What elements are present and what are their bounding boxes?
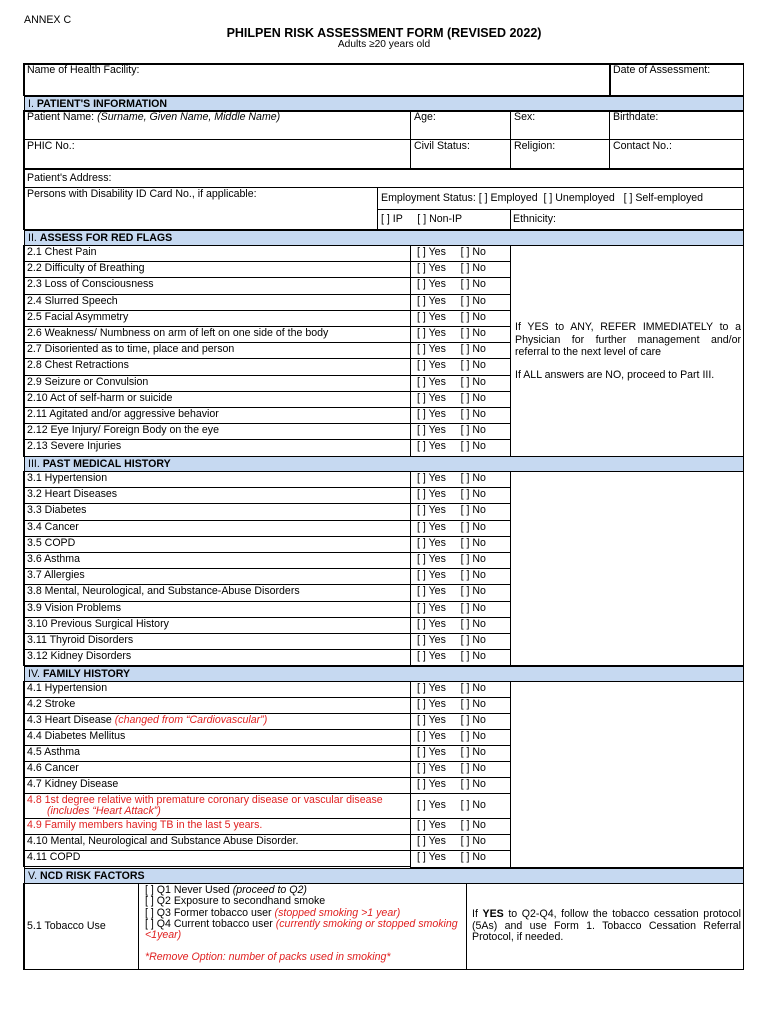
family-history-yes-no[interactable] [410,818,511,835]
past-history-yes-no[interactable] [410,633,511,650]
family-stroke [23,697,411,714]
red-flag-item [23,245,411,262]
past-history-item [23,520,411,537]
tobacco-q4[interactable] [145,919,463,942]
yes-no-options: [ ] Yes [ ] No [417,601,486,614]
past-history-item [23,536,411,553]
yes-no-options: [ ] Yes [ ] No [417,819,486,831]
past-history-item [23,633,411,650]
red-flag-item [23,407,411,424]
past-history-yes-no[interactable] [410,617,511,634]
form-subtitle: Adults ≥20 years old [337,39,431,50]
option-label: [ ] Q1 Never Used [145,884,230,896]
section-title: PAST MEDICAL HISTORY [42,458,171,470]
yes-no-options: [ ] Yes [ ] No [417,835,486,847]
yes-no-options: [ ] Yes [ ] No [417,327,486,339]
item-label: 3.5 COPD [27,536,76,549]
item-label: 2.2 Difficulty of Breathing [27,262,145,275]
past-history-yes-no[interactable] [410,601,511,618]
family-diabetes [23,729,411,746]
tobacco-options [138,883,467,970]
family-tb [23,818,411,835]
option-label: [ ] Q2 Exposure to secondhand smoke [145,895,326,908]
yes-no-options: [ ] Yes [ ] No [417,359,486,372]
phic-field[interactable] [23,139,411,169]
past-history-item [23,503,411,520]
red-flag-item [23,375,411,392]
past-history-item [23,584,411,601]
religion-label: Religion: [514,140,556,152]
ethnicity-label: Ethnicity: [513,213,556,225]
red-flags-note-proceed: If ALL answers are NO, proceed to Part III. [515,369,715,381]
advice-text: If [472,908,478,920]
section-number: V. [28,870,38,882]
family-copd [23,850,411,867]
item-label: 3.1 Hypertension [27,472,108,484]
advice-text: to Q2-Q4, follow the tobacco cessation protocol (5As) and use Form 1. Tobacco Cessation Referral Protocol, if needed. [472,908,741,943]
red-flag-yes-no[interactable] [410,277,511,294]
item-label: 4.8 1st degree relative with premature coronary disease or vascular disease [27,794,383,806]
yes-no-options: [ ] Yes [ ] No [417,714,486,726]
section-title: FAMILY HISTORY [42,668,131,680]
item-label: 3.7 Allergies [27,569,85,582]
address-label: Patient's Address: [27,172,112,184]
family-asthma [23,745,411,762]
section-number: II. [28,232,37,244]
family-heart-disease [23,713,411,730]
civil-status-label: Civil Status: [414,140,470,152]
address-field[interactable] [23,169,744,188]
item-label: 3.12 Kidney Disorders [27,650,132,663]
item-label: 4.1 Hypertension [27,682,108,694]
yes-no-options: [ ] Yes [ ] No [417,569,486,582]
past-history-yes-no[interactable] [410,503,511,520]
item-label: 2.6 Weakness/ Numbness on arm of left on one side of the body [27,327,329,339]
patient-name-label: Patient Name: [27,111,95,123]
past-history-yes-no[interactable] [410,649,511,666]
yes-no-options: [ ] Yes [ ] No [417,391,486,404]
item-label: 2.1 Chest Pain [27,246,97,258]
patient-name-hint: (Surname, Given Name, Middle Name) [97,111,281,123]
date-label: Date of Assessment: [613,64,711,76]
item-label: 4.5 Asthma [27,746,80,758]
past-history-yes-no[interactable] [410,487,511,504]
yes-no-options: [ ] Yes [ ] No [417,424,486,437]
red-flag-item [23,326,411,343]
past-history-item [23,617,411,634]
yes-no-options: [ ] Yes [ ] No [417,730,486,742]
red-flag-yes-no[interactable] [410,245,511,262]
family-kidney [23,777,411,794]
yes-no-options: [ ] Yes [ ] No [417,310,486,323]
past-history-yes-no[interactable] [410,536,511,553]
red-flag-item [23,391,411,408]
employment-field[interactable] [377,187,744,210]
family-history-yes-no[interactable] [410,761,511,778]
past-history-yes-no[interactable] [410,471,511,488]
civil-status-field[interactable] [410,139,511,169]
yes-no-options: [ ] Yes [ ] No [417,520,486,533]
option-label: [ ] Q4 Current tobacco user [145,917,273,930]
red-flag-item [23,310,411,327]
yes-no-options: [ ] Yes [ ] No [417,536,486,549]
past-history-item [23,568,411,585]
section-family-history [24,666,744,682]
red-flag-yes-no[interactable] [410,294,511,311]
yes-no-options: [ ] Yes [ ] No [417,778,486,790]
section-red-flags [24,230,744,246]
item-label: 4.6 Cancer [27,762,79,774]
past-history-item [23,552,411,569]
yes-no-options: [ ] Yes [ ] No [417,278,486,291]
red-flag-item [23,439,411,456]
option-label: [ ] Q3 Former tobacco user [145,906,272,919]
section-number: III. [28,458,40,470]
family-hypertension [23,681,411,698]
item-label: 3.2 Heart Diseases [27,488,118,501]
yes-no-options: [ ] Yes [ ] No [417,851,486,863]
item-label: 4.3 Heart Disease [27,714,112,726]
item-label: 2.7 Disoriented as to time, place and person [27,343,235,356]
contact-label: Contact No.: [613,140,672,152]
yes-no-options: [ ] Yes [ ] No [417,746,486,758]
yes-no-options: [ ] Yes [ ] No [417,617,486,630]
age-field[interactable] [410,110,511,140]
yes-no-options: [ ] Yes [ ] No [417,343,486,356]
tobacco-advice [472,909,741,944]
past-history-yes-no[interactable] [410,568,511,585]
yes-no-options: [ ] Yes [ ] No [417,408,486,420]
patient-name-field[interactable] [23,110,411,140]
yes-no-options: [ ] Yes [ ] No [417,472,486,484]
phic-label: PHIC No.: [27,140,75,152]
past-history-item [23,601,411,618]
family-history-yes-no[interactable] [410,850,511,868]
family-coronary [23,793,411,819]
past-history-item [23,487,411,504]
red-flag-yes-no[interactable] [410,439,511,456]
item-label: 3.10 Previous Surgical History [27,617,169,630]
item-note: (includes “Heart Attack”) [47,805,161,817]
item-label: 4.11 COPD [27,851,81,863]
family-cancer [23,761,411,778]
family-history-yes-no[interactable] [410,745,511,762]
contact-field[interactable] [609,139,744,169]
religion-field[interactable] [510,139,610,169]
past-history-blank [510,471,744,666]
family-history-yes-no[interactable] [410,729,511,746]
family-history-yes-no[interactable] [410,697,511,714]
red-flag-yes-no[interactable] [410,423,511,440]
item-label: 3.3 Diabetes [27,504,87,517]
past-history-item [23,649,411,666]
red-flag-item [23,358,411,375]
item-label: 2.12 Eye Injury/ Foreign Body on the eye [27,424,219,437]
yes-no-options: [ ] Yes [ ] No [417,294,486,307]
red-flag-item [23,261,411,278]
red-flag-item [23,277,411,294]
item-label: 4.9 Family members having TB in the last 5 years. [27,819,263,831]
yes-no-options: [ ] Yes [ ] No [417,634,486,646]
employment-options: Employment Status: [ ] Employed [ ] Unemployed [ ] Self-employed [381,192,704,204]
yes-no-options: [ ] Yes [ ] No [417,585,486,598]
yes-no-options: [ ] Yes [ ] No [417,650,486,663]
birthdate-label: Birthdate: [613,111,659,123]
form-title: PHILPEN RISK ASSESSMENT FORM (REVISED 2022) [226,26,542,40]
item-label: 3.11 Thyroid Disorders [27,634,134,646]
item-label: 3.4 Cancer [27,520,79,533]
section-ncd-risk-factors [24,868,744,884]
red-flag-yes-no[interactable] [410,407,511,424]
section-number: IV. [28,668,40,680]
remove-option-note: *Remove Option: number of packs used in smoking* [145,951,391,964]
red-flag-yes-no[interactable] [410,358,511,375]
birthdate-field[interactable] [609,110,744,140]
red-flag-item [23,294,411,311]
item-label: 2.4 Slurred Speech [27,294,118,307]
yes-no-options: [ ] Yes [ ] No [417,698,486,710]
past-history-yes-no[interactable] [410,520,511,537]
option-note: (currently smoking or stopped smoking <1year) [145,917,458,942]
item-label: 3.9 Vision Problems [27,601,122,614]
family-history-yes-no[interactable] [410,793,511,819]
section-title: ASSESS FOR RED FLAGS [39,232,173,244]
item-label: 2.11 Agitated and/or aggressive behavior [27,408,219,420]
yes-no-options: [ ] Yes [ ] No [417,762,486,774]
pwd-label: Persons with Disability ID Card No., if applicable: [27,188,257,200]
ip-options: [ ] IP [ ] Non-IP [381,213,463,225]
family-history-yes-no[interactable] [410,834,511,851]
past-history-yes-no[interactable] [410,584,511,601]
yes-no-options: [ ] Yes [ ] No [417,375,486,388]
section-past-medical-history [24,456,744,472]
red-flag-yes-no[interactable] [410,375,511,392]
family-history-yes-no[interactable] [410,681,511,698]
item-label: 4.2 Stroke [27,698,76,710]
item-label: 2.10 Act of self-harm or suicide [27,391,173,404]
item-label: 4.10 Mental, Neurological and Substance Abuse Disorder. [27,835,299,847]
yes-no-options: [ ] Yes [ ] No [417,682,486,694]
section-title: PATIENT'S INFORMATION [36,98,168,110]
yes-no-options: [ ] Yes [ ] No [417,488,486,501]
facility-field[interactable] [23,63,611,96]
yes-no-options: [ ] Yes [ ] No [417,246,486,258]
tobacco-use-label [23,883,139,970]
advice-emphasis: YES [482,908,504,920]
ethnicity-field[interactable] [510,209,744,230]
red-flag-yes-no[interactable] [410,342,511,359]
yes-no-options: [ ] Yes [ ] No [417,504,486,517]
past-history-item [23,471,411,488]
yes-no-options: [ ] Yes [ ] No [417,262,486,275]
age-label: Age: [414,111,436,123]
past-history-yes-no[interactable] [410,552,511,569]
item-label: 4.4 Diabetes Mellitus [27,730,126,742]
item-label: 2.5 Facial Asymmetry [27,310,129,323]
item-label: 4.7 Kidney Disease [27,778,119,790]
option-note: (proceed to Q2) [232,884,307,896]
item-label: 5.1 Tobacco Use [27,920,106,932]
yes-no-options: [ ] Yes [ ] No [417,799,486,811]
change-note: (changed from “Cardiovascular”) [114,714,268,726]
red-flag-item [23,342,411,359]
option-note: (stopped smoking >1 year) [274,906,401,919]
red-flag-yes-no[interactable] [410,326,511,343]
section-number: I. [28,98,34,110]
item-label: 2.8 Chest Retractions [27,359,129,372]
section-title: NCD RISK FACTORS [40,870,145,882]
item-label: 3.6 Asthma [27,553,80,565]
red-flag-yes-no[interactable] [410,391,511,408]
yes-no-options: [ ] Yes [ ] No [417,553,486,565]
family-history-yes-no[interactable] [410,713,511,730]
family-mental [23,834,411,851]
item-label: 2.3 Loss of Consciousness [27,278,154,291]
red-flags-note-refer: If YES to ANY, REFER IMMEDIATELY to a Physician for further management and/or referral to the next level of care [515,321,741,358]
item-label: 2.9 Seizure or Convulsion [27,375,149,388]
item-label: 3.8 Mental, Neurological, and Substance-Abuse Disorders [27,585,300,598]
facility-label: Name of Health Facility: [27,64,140,76]
red-flag-item [23,423,411,440]
sex-label: Sex: [514,111,536,123]
sex-field[interactable] [510,110,610,140]
item-label: 2.13 Severe Injuries [27,440,122,453]
family-history-yes-no[interactable] [410,777,511,794]
red-flag-yes-no[interactable] [410,261,511,278]
annex-label: ANNEX C [24,14,72,26]
ip-field[interactable] [377,209,511,230]
yes-no-options: [ ] Yes [ ] No [417,440,486,453]
pwd-field[interactable] [23,187,378,230]
family-history-blank [510,681,744,868]
red-flag-yes-no[interactable] [410,310,511,327]
date-field[interactable] [609,63,744,96]
